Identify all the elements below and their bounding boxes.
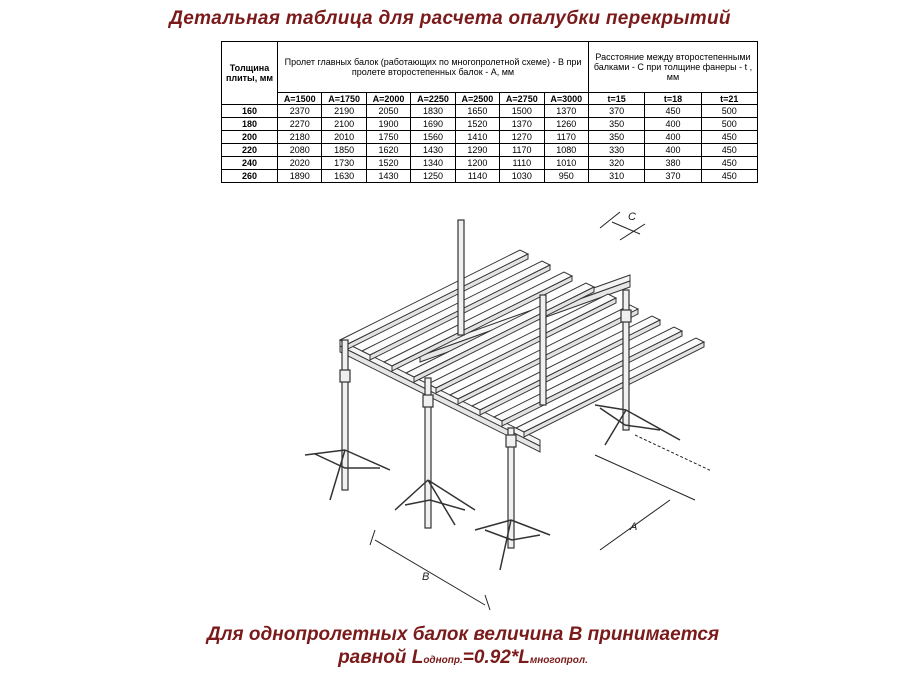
table-cell: 380 [645,157,701,170]
prop-back-left [458,220,464,335]
prop-back-mid [540,295,546,405]
table-cell: 950 [544,170,588,183]
table-cell: 2050 [366,105,410,118]
table-cell: 400 [645,144,701,157]
table-cell: 1290 [455,144,499,157]
table-row [222,170,758,183]
table-cell: 2370 [278,105,322,118]
table-cell: 1900 [366,118,410,131]
span-header: А=1500 [278,93,322,105]
span-header: А=2000 [366,93,410,105]
table-row [222,157,758,170]
table-row [222,144,758,157]
span-header: А=2250 [411,93,455,105]
t-header: t=21 [701,93,757,105]
table-cell: 400 [645,131,701,144]
table-cell: 450 [701,131,757,144]
table-cell: 1730 [322,157,366,170]
table-cell: 1140 [455,170,499,183]
label-a: A [630,521,638,533]
table-cell: 1560 [411,131,455,144]
span-header: А=2500 [455,93,499,105]
table-cell: 1430 [366,170,410,183]
table-cell: 1030 [500,170,544,183]
table-cell: 2010 [322,131,366,144]
span-header: А=3000 [544,93,588,105]
table-cell: 1620 [366,144,410,157]
secondary-beams [340,250,704,437]
table-cell: 1110 [500,157,544,170]
table-body [222,105,758,183]
table-cell: 1520 [455,118,499,131]
table-cell: 450 [701,170,757,183]
table-cell: 1830 [411,105,455,118]
table-cell: 1500 [500,105,544,118]
row-thickness: 240 [222,157,278,170]
table-cell: 320 [588,157,644,170]
span-header: А=2750 [500,93,544,105]
row-thickness: 220 [222,144,278,157]
table-cell: 1080 [544,144,588,157]
table-cell: 1370 [544,105,588,118]
table-cell: 1850 [322,144,366,157]
formwork-table [221,41,758,183]
table-cell: 1270 [500,131,544,144]
footer-line1: Для однопролетных балок величина В принимается [206,624,720,645]
dim-c-line [612,222,640,234]
table-cell: 450 [701,157,757,170]
table-cell: 1410 [455,131,499,144]
table-cell: 370 [588,105,644,118]
table-cell: 370 [645,170,701,183]
table-cell: 1260 [544,118,588,131]
table-cell: 1250 [411,170,455,183]
label-c: C [628,211,636,223]
table-cell: 2190 [322,105,366,118]
formwork-drawing [300,200,710,625]
t-header: t=18 [645,93,701,105]
row-thickness: 160 [222,105,278,118]
table-cell: 310 [588,170,644,183]
table-cell: 500 [701,105,757,118]
table-cell: 2020 [278,157,322,170]
header-span: Пролет главных балок (работающих по многопролетной схеме) - В при пролете второстепенных балок - А, мм [278,42,589,93]
table-cell: 1200 [455,157,499,170]
table-cell: 450 [701,144,757,157]
table-cell: 2270 [278,118,322,131]
table-cell: 350 [588,131,644,144]
label-b: B [422,571,430,583]
header-distance: Расстояние между второстепенными балками - С при толщине фанеры - t , мм [588,42,757,93]
table-cell: 400 [645,118,701,131]
table-cell: 1170 [500,144,544,157]
table-cell: 1630 [322,170,366,183]
table-row [222,131,758,144]
table-row [222,105,758,118]
table-cell: 2080 [278,144,322,157]
table-cell: 500 [701,118,757,131]
table-cell: 1750 [366,131,410,144]
table-cell: 350 [588,118,644,131]
header-thickness: Толщина плиты, мм [222,42,278,105]
table-cell: 330 [588,144,644,157]
table-cell: 1430 [411,144,455,157]
table-cell: 2180 [278,131,322,144]
table-row [222,118,758,131]
span-header: А=1750 [322,93,366,105]
table-cell: 1170 [544,131,588,144]
table-cell: 1370 [500,118,544,131]
row-thickness: 260 [222,170,278,183]
table-cell: 1340 [411,157,455,170]
table-cell: 1890 [278,170,322,183]
page-title: Детальная таблица для расчета опалубки перекрытий [169,8,731,29]
row-thickness: 180 [222,118,278,131]
dim-b-line [375,540,485,605]
table-cell: 1520 [366,157,410,170]
row-thickness: 200 [222,131,278,144]
footer-line2: равной Lоднопр.=0.92*Lмногопрол. [338,647,588,668]
table-cell: 1690 [411,118,455,131]
table-cell: 450 [645,105,701,118]
tripod-right [595,405,680,445]
table-cell: 1010 [544,157,588,170]
t-header: t=15 [588,93,644,105]
tripod-mid [395,480,475,525]
table-cell: 1650 [455,105,499,118]
table-cell: 2100 [322,118,366,131]
